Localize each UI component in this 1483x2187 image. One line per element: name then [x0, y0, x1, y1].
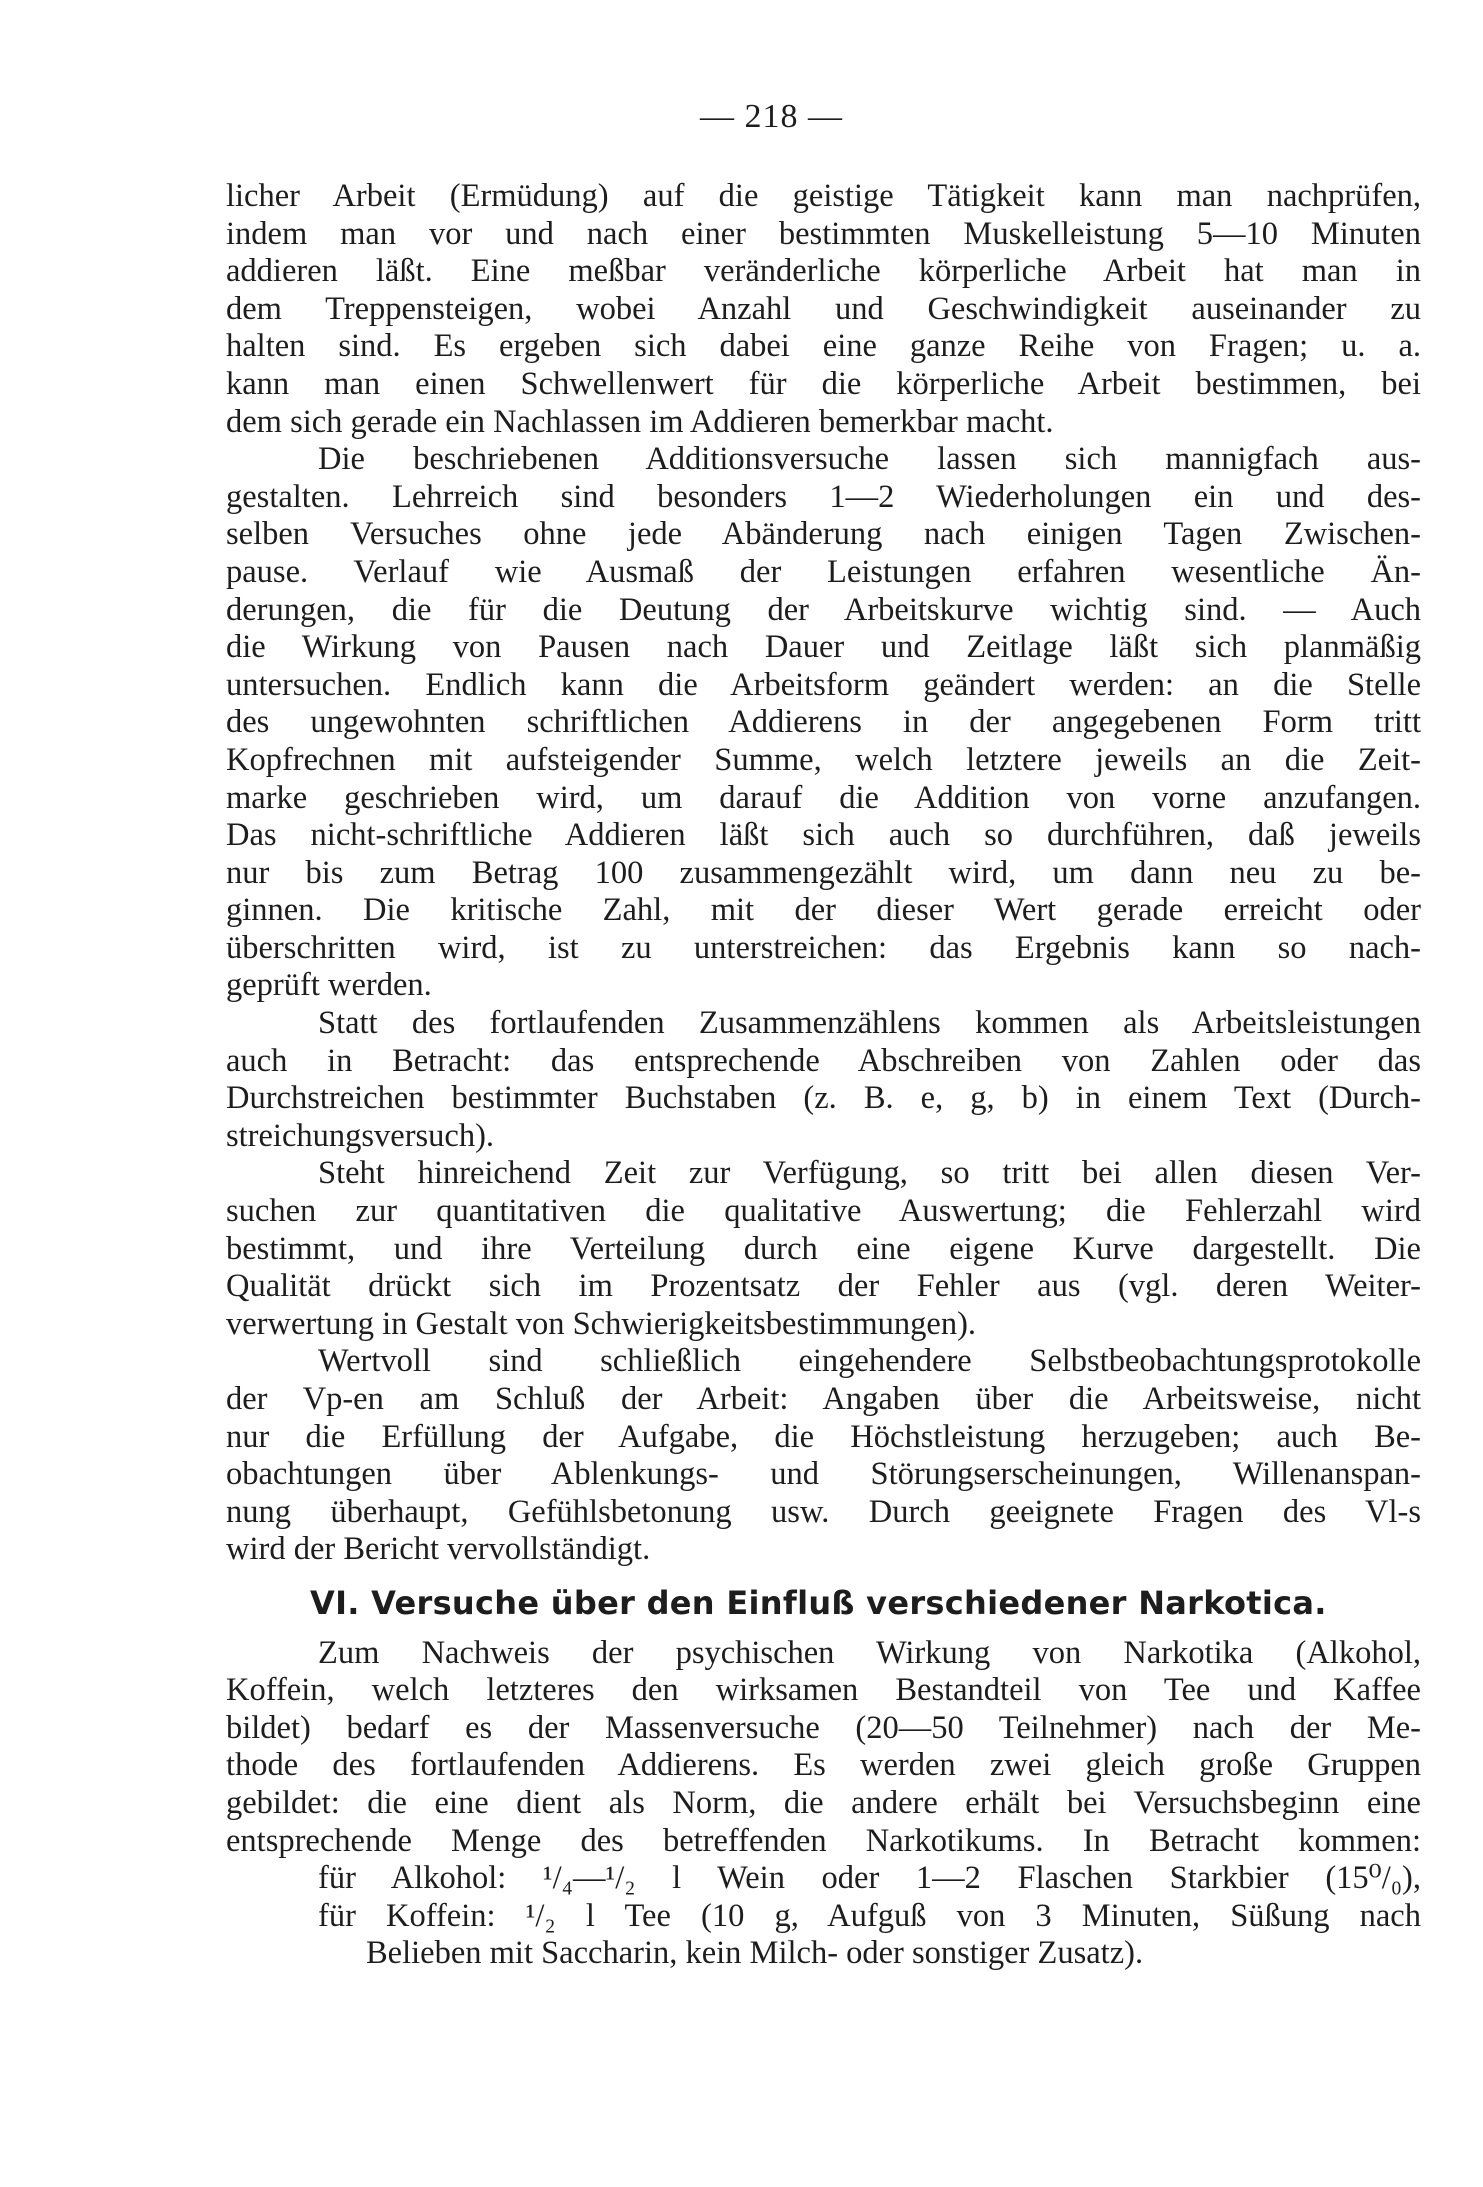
text-line: überschritten wird, ist zu unterstreichen: das Ergebnis kann so nach-: [226, 929, 1421, 966]
text-line: marke geschrieben wird, um darauf die Addition von vorne anzufangen.: [226, 779, 1421, 816]
text-line: Koffein, welch letzteres den wirksamen Bestandteil von Tee und Kaffee: [226, 1672, 1421, 1709]
text-line: nur die Erfüllung der Aufgabe, die Höchstleistung herzugeben; auch Be-: [226, 1418, 1421, 1455]
text-line: des ungewohnten schriftlichen Addierens in der angegebenen Form tritt: [226, 704, 1421, 741]
text-line: untersuchen. Endlich kann die Arbeitsform geändert werden: an die Stelle: [226, 666, 1421, 703]
text-line: der Vp-en am Schluß der Arbeit: Angaben über die Arbeitsweise, nicht: [226, 1381, 1421, 1417]
text-line: addieren läßt. Eine meßbar veränderliche körperliche Arbeit hat man in: [226, 253, 1421, 290]
text-line: Die beschriebenen Additionsversuche lassen sich mannigfach aus-: [318, 441, 1421, 478]
text-line: indem man vor und nach einer bestimmten Muskelleistung 5—10 Minuten: [226, 215, 1421, 252]
text-line: Wertvoll sind schließlich eingehendere Selbstbeobachtungsprotokolle: [318, 1343, 1421, 1380]
list-item: für Koffein: ¹/₂ l Tee (10 g, Aufguß von 3 Minuten, Süßung nach: [318, 1897, 1421, 1934]
text-line: nur bis zum Betrag 100 zusammengezählt wird, um dann neu zu be-: [226, 854, 1421, 891]
text-line: gestalten. Lehrreich sind besonders 1—2 Wiederholungen ein und des-: [226, 478, 1421, 515]
text-line: kann man einen Schwellenwert für die körperliche Arbeit bestimmen, bei: [226, 365, 1421, 402]
text-line: bildet) bedarf es der Massenversuche (20—50 Teilnehmer) nach der Me-: [226, 1709, 1421, 1746]
page-number: — 218 —: [700, 98, 843, 135]
text-line: Zum Nachweis der psychischen Wirkung von Narkotika (Alkohol,: [318, 1634, 1421, 1671]
text-line: streichungsversuch).: [226, 1117, 495, 1154]
paragraph-5: [226, 1343, 1421, 1569]
paragraph-1: [226, 178, 1421, 441]
text-line: auch in Betracht: das entsprechende Abschreiben von Zahlen oder das: [226, 1042, 1421, 1079]
text-line: pause. Verlauf wie Ausmaß der Leistungen erfahren wesentliche Än-: [226, 553, 1421, 590]
text-line: Durchstreichen bestimmter Buchstaben (z. B. e, g, b) in einem Text (Durch-: [226, 1080, 1421, 1117]
list-item-continuation: Belieben mit Saccharin, kein Milch- oder sonstiger Zusatz).: [366, 1935, 1144, 1972]
dosage-list: [226, 1860, 1421, 1973]
list-item: für Alkohol: ¹/₄—¹/₂ l Wein oder 1—2 Flaschen Starkbier (15⁰/₀),: [318, 1860, 1421, 1897]
text-line: bestimmt, und ihre Verteilung durch eine eigene Kurve dargestellt. Die: [226, 1230, 1421, 1267]
text-line: Steht hinreichend Zeit zur Verfügung, so tritt bei allen diesen Ver-: [318, 1155, 1421, 1192]
text-line: thode des fortlaufenden Addierens. Es werden zwei gleich große Gruppen: [226, 1747, 1421, 1784]
paragraph-4: [226, 1155, 1421, 1343]
text-line: suchen zur quantitativen die qualitative Auswertung; die Fehlerzahl wird: [226, 1193, 1421, 1230]
text-line: entsprechende Menge des betreffenden Narkotikums. In Betracht kommen:: [226, 1822, 1421, 1859]
text-line: halten sind. Es ergeben sich dabei eine ganze Reihe von Fragen; u. a.: [226, 328, 1421, 365]
paragraph-6: [226, 1635, 1421, 1861]
paragraph-3: [226, 1005, 1421, 1155]
text-line: wird der Bericht vervollständigt.: [226, 1531, 651, 1568]
text-line: die Wirkung von Pausen nach Dauer und Zeitlage läßt sich planmäßig: [226, 629, 1421, 666]
text-line: gebildet: die eine dient als Norm, die andere erhält bei Versuchsbeginn eine: [226, 1784, 1421, 1821]
text-line: dem Treppensteigen, wobei Anzahl und Geschwindigkeit auseinander zu: [226, 290, 1421, 327]
body-text: [226, 178, 1421, 1973]
text-line: Das nicht-schriftliche Addieren läßt sich auch so durchführen, daß jeweils: [226, 817, 1421, 854]
text-line: Kopfrechnen mit aufsteigender Summe, welch letztere jeweils an die Zeit-: [226, 741, 1421, 778]
text-line: geprüft werden.: [226, 967, 432, 1004]
text-line: selben Versuches ohne jede Abänderung nach einigen Tagen Zwischen-: [226, 516, 1421, 553]
text-line: obachtungen über Ablenkungs- und Störungserscheinungen, Willenanspan-: [226, 1456, 1421, 1493]
text-line: licher Arbeit (Ermüdung) auf die geistige Tätigkeit kann man nachprüfen,: [226, 178, 1421, 214]
text-line: dem sich gerade ein Nachlassen im Addieren bemerkbar macht.: [226, 403, 1054, 440]
section-heading: VI. Versuche über den Einfluß verschiedener Narkotica.: [310, 1583, 1327, 1622]
text-line: verwertung in Gestalt von Schwierigkeitsbestimmungen).: [226, 1305, 977, 1342]
text-line: Qualität drückt sich im Prozentsatz der Fehler aus (vgl. deren Weiter-: [226, 1268, 1421, 1305]
paragraph-2: [226, 441, 1421, 1005]
text-line: derungen, die für die Deutung der Arbeitskurve wichtig sind. — Auch: [226, 591, 1421, 628]
text-line: nung überhaupt, Gefühlsbetonung usw. Durch geeignete Fragen des Vl-s: [226, 1493, 1421, 1530]
text-line: ginnen. Die kritische Zahl, mit der dieser Wert gerade erreicht oder: [226, 892, 1421, 929]
text-line: Statt des fortlaufenden Zusammenzählens kommen als Arbeitsleistungen: [318, 1005, 1421, 1042]
